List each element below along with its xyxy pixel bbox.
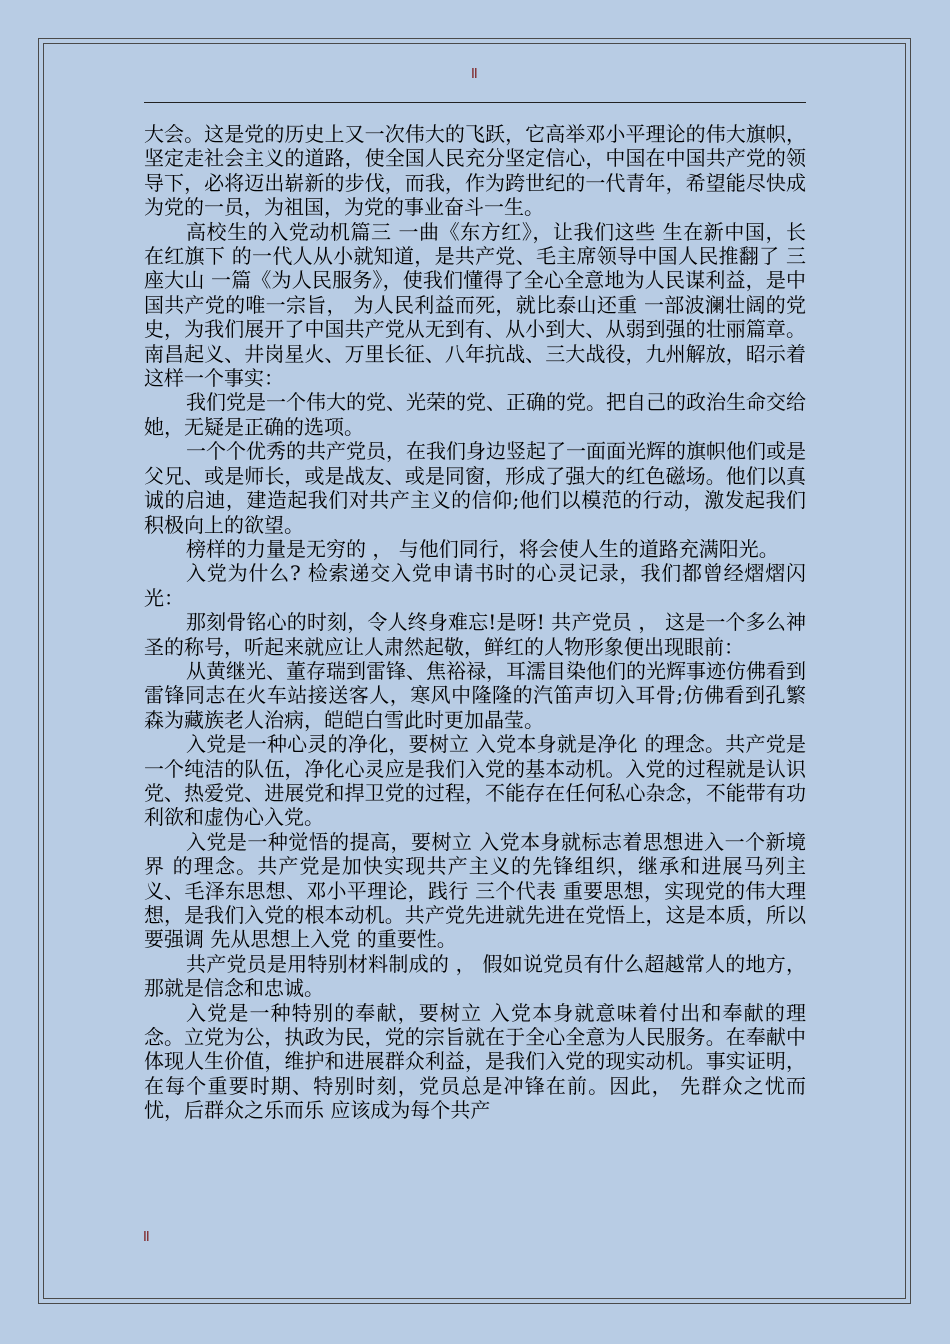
header-mark: II <box>471 67 477 82</box>
paragraph: 那刻骨铭心的时刻，令人终身难忘!是呀! 共产党员 ， 这是一个多么神圣的称号，听起来就应让人肃然起敬，鲜红的人物形象便出现眼前： <box>144 610 806 659</box>
paragraph: 我们党是一个伟大的党、光荣的党、正确的党。把自己的政治生命交给她，无疑是正确的选项。 <box>144 390 806 439</box>
paragraph: 共产党员是用特别材料制成的 ， 假如说党员有什么超越常人的地方，那就是信念和忠诚。 <box>144 951 806 1001</box>
footer-mark: II <box>143 1230 149 1245</box>
paragraph: 入党是一种心灵的净化，要树立 入党本身就是净化 的理念。共产党是一个纯洁的队伍，净化心灵应是我们入党的基本动机。入党的过程就是认识党、热爱党、进展党和捍卫党的过程，不能存在任何私心杂念，不能带有功利欲和虚伪心入党。 <box>144 732 806 830</box>
document-body <box>144 122 806 1217</box>
paragraph: 入党是一种觉悟的提高，要树立 入党本身就标志着思想进入一个新境界 的理念。共产党是加快实现共产主义的先锋组织，继承和进展马列主义、毛泽东思想、邓小平理论，践行 三个代表 重要思想，实现党的伟大理想，是我们入党的根本动机。共产党先进就先进在党悟上，这是本质，所以要强调 先从思想上入党 的重要性。 <box>144 829 806 952</box>
paragraph: 从黄继光、董存瑞到雷锋、焦裕禄，耳濡目染他们的光辉事迹仿佛看到雷锋同志在火车站接送客人，寒风中隆隆的汽笛声切入耳骨;仿佛看到孔繁森为藏族老人治病，皑皑白雪此时更加晶莹。 <box>144 658 806 732</box>
paragraph: 一个个优秀的共产党员，在我们身边竖起了一面面光辉的旗帜他们或是父兄、或是师长，或是战友、或是同窗，形成了强大的红色磁场。他们以真诚的启迪，建造起我们对共产主义的信仰;他们以模范的行动，激发起我们积极向上的欲望。 <box>144 439 806 537</box>
paragraph: 入党是一种特别的奉献，要树立 入党本身就意味着付出和奉献的理念。立党为公，执政为民，党的宗旨就在于全心全意为人民服务。在奉献中体现人生价值，维护和进展群众利益，是我们入党的现实动机。事实证明，在每个重要时期、特别时刻，党员总是冲锋在前。因此， 先群众之忧而忧，后群众之乐而乐 应该成为每个共产 <box>144 1000 806 1123</box>
paragraph: 榜样的力量是无穷的 ， 与他们同行，将会使人生的道路充满阳光。 <box>186 536 779 561</box>
paragraph: 高校生的入党动机篇三 一曲《东方红》，让我们这些 生在新中国，长在红旗下 的一代人从小就知道，是共产党、毛主席领导中国人民推翻了 三座大山 一篇《为人民服务》，使我们懂得了全心全意地为人民谋利益，是中国共产党的唯一宗旨， 为人民利益而死，就比泰山还重 一部波澜壮阔的党史，为我们展开了中国共产党从无到有、从小到大、从弱到强的壮丽篇章。南昌起义、井岗星火、万里长征、八年抗战、三大战役，九州解放，昭示着这样一个事实： <box>144 219 806 391</box>
paragraph: 大会。这是党的历史上又一次伟大的飞跃，它高举邓小平理论的伟大旗帜，坚定走社会主义的道路，使全国人民充分坚定信心，中国在中国共产党的领导下，必将迈出崭新的步伐，而我，作为跨世纪的一代青年，希望能尽快成为党的一员，为祖国，为党的事业奋斗一生。 <box>144 122 806 220</box>
header-divider <box>144 102 806 103</box>
paragraph: 入党为什么? 检索递交入党申请书时的心灵记录，我们都曾经熠熠闪光： <box>144 561 806 610</box>
